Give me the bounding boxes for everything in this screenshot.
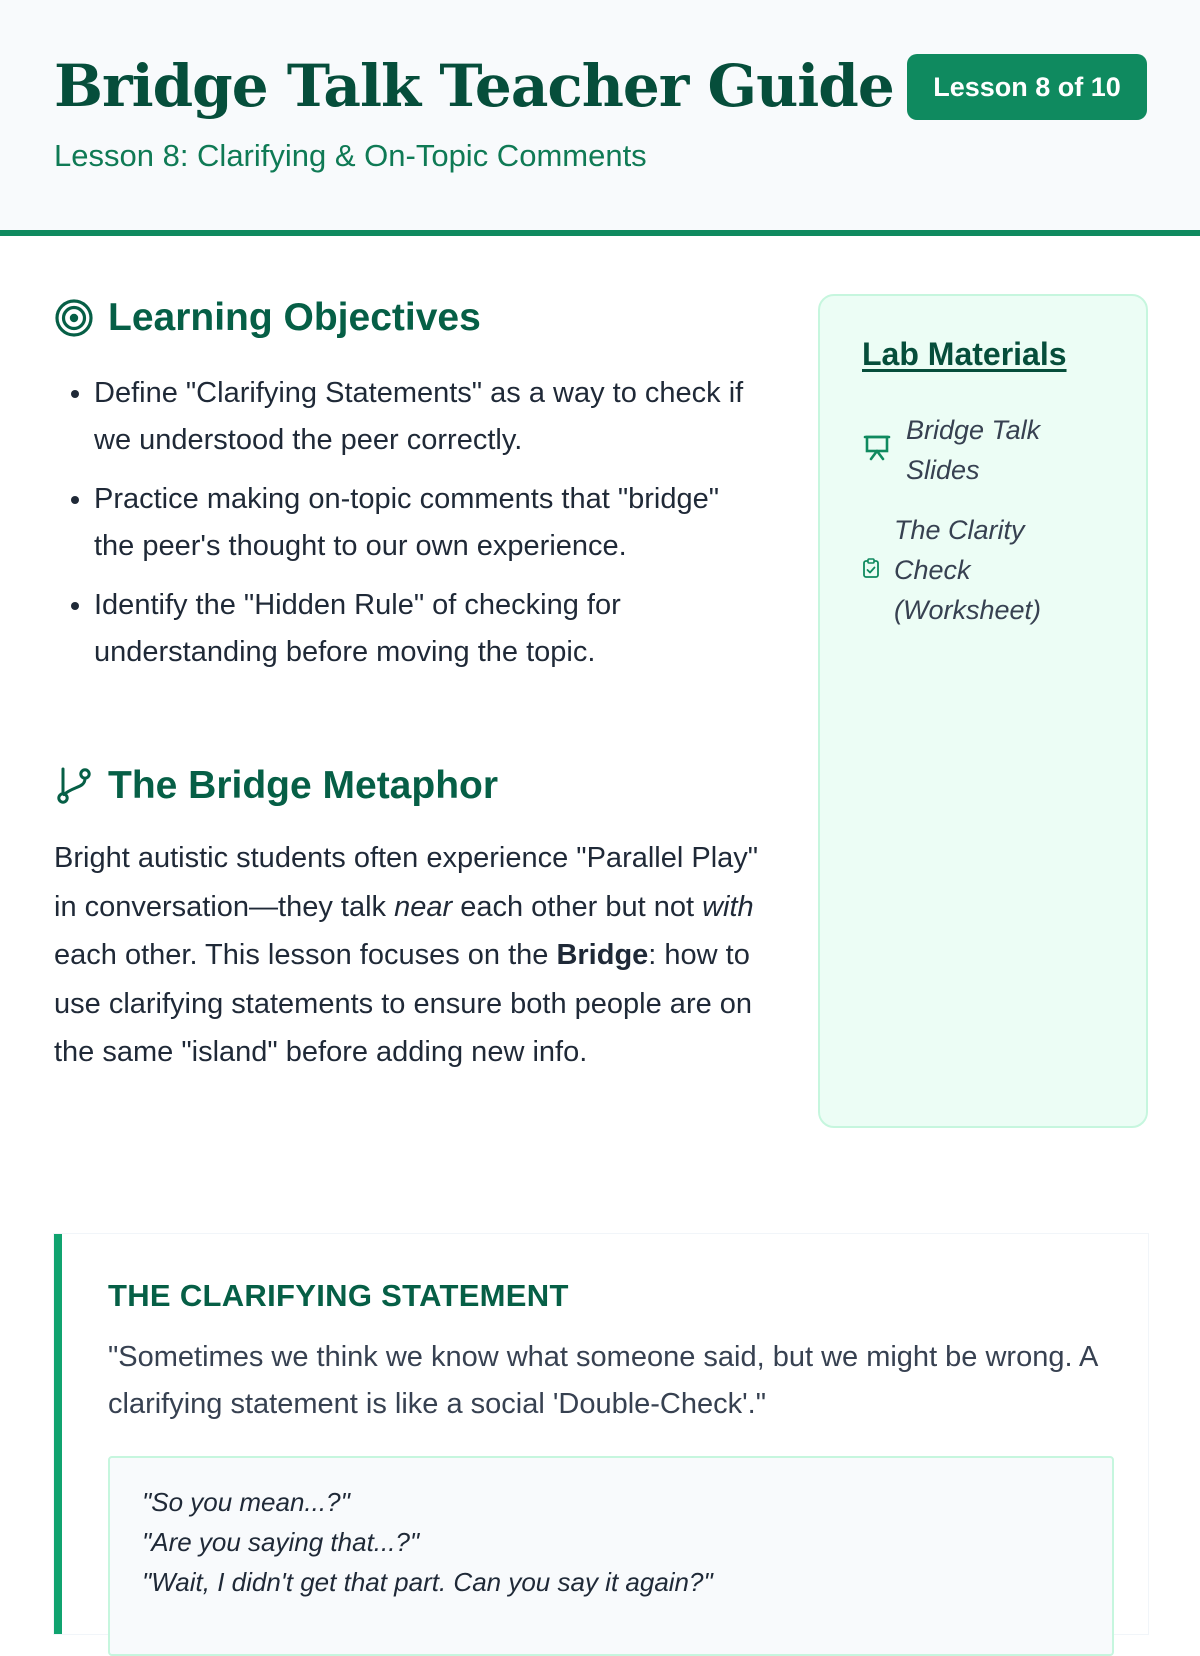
callout-title: THE CLARIFYING STATEMENT <box>108 1278 569 1313</box>
list-item: • Practice making on-topic comments that "bridge" the peer's thought to our own experience. <box>94 476 764 570</box>
bridge-metaphor-paragraph <box>54 834 764 1077</box>
list-item: • Identify the "Hidden Rule" of checking for understanding before moving the topic. <box>94 582 764 676</box>
example-phrase: "Wait, I didn't get that part. Can you say it again?" <box>142 1567 713 1597</box>
paragraph-text: each other but not <box>452 890 703 923</box>
material-label: The Clarity Check (Worksheet) <box>894 515 1042 625</box>
emphasis-with: with <box>702 890 754 923</box>
bridge-metaphor-heading <box>54 764 498 808</box>
material-item-slides[interactable] <box>862 410 1066 490</box>
lab-materials-title: Lab Materials <box>862 336 1067 372</box>
bridge-metaphor-title: The Bridge Metaphor <box>108 764 499 807</box>
emphasis-bridge: Bridge <box>556 939 649 971</box>
example-phrase: "So you mean...?" <box>142 1487 350 1517</box>
git-branch-icon <box>54 766 94 806</box>
target-icon <box>54 298 94 338</box>
clipboard-check-icon <box>862 558 880 583</box>
page-header <box>0 0 1200 236</box>
objectives-list <box>54 370 764 688</box>
list-item: • Define "Clarifying Statements" as a way to check if we understood the peer correctly. <box>94 370 764 464</box>
example-phrases-box <box>108 1456 1114 1656</box>
callout-quote: "Sometimes we think we know what someone said, but we might be wrong. A clarifying statement is like a social 'Double-Check'." <box>108 1341 1097 1420</box>
example-phrase: "Are you saying that...?" <box>142 1527 420 1557</box>
learning-objectives-title: Learning Objectives <box>108 296 481 339</box>
emphasis-near: near <box>394 890 453 923</box>
lesson-progress-badge: Lesson 8 of 10 <box>907 54 1147 120</box>
clarifying-statement-callout <box>54 1234 1148 1634</box>
material-label: Bridge Talk Slides <box>906 415 1041 485</box>
paragraph-text: each other. This lesson focuses on the <box>54 939 557 971</box>
paragraph-text: Bright autistic students often experience "Parallel Play" in conversation—they talk <box>54 842 759 923</box>
lab-materials-sidebar <box>818 294 1148 1128</box>
page-title: Bridge Talk Teacher Guide <box>54 52 894 120</box>
material-item-worksheet[interactable] <box>862 510 1064 630</box>
learning-objectives-heading <box>54 296 481 340</box>
paragraph-text: : how to use clarifying statements to ensure both people are on the same "island" before adding new info. <box>54 939 753 1068</box>
lesson-subtitle: Lesson 8: Clarifying & On-Topic Comments <box>54 138 647 173</box>
presentation-icon <box>862 433 892 468</box>
